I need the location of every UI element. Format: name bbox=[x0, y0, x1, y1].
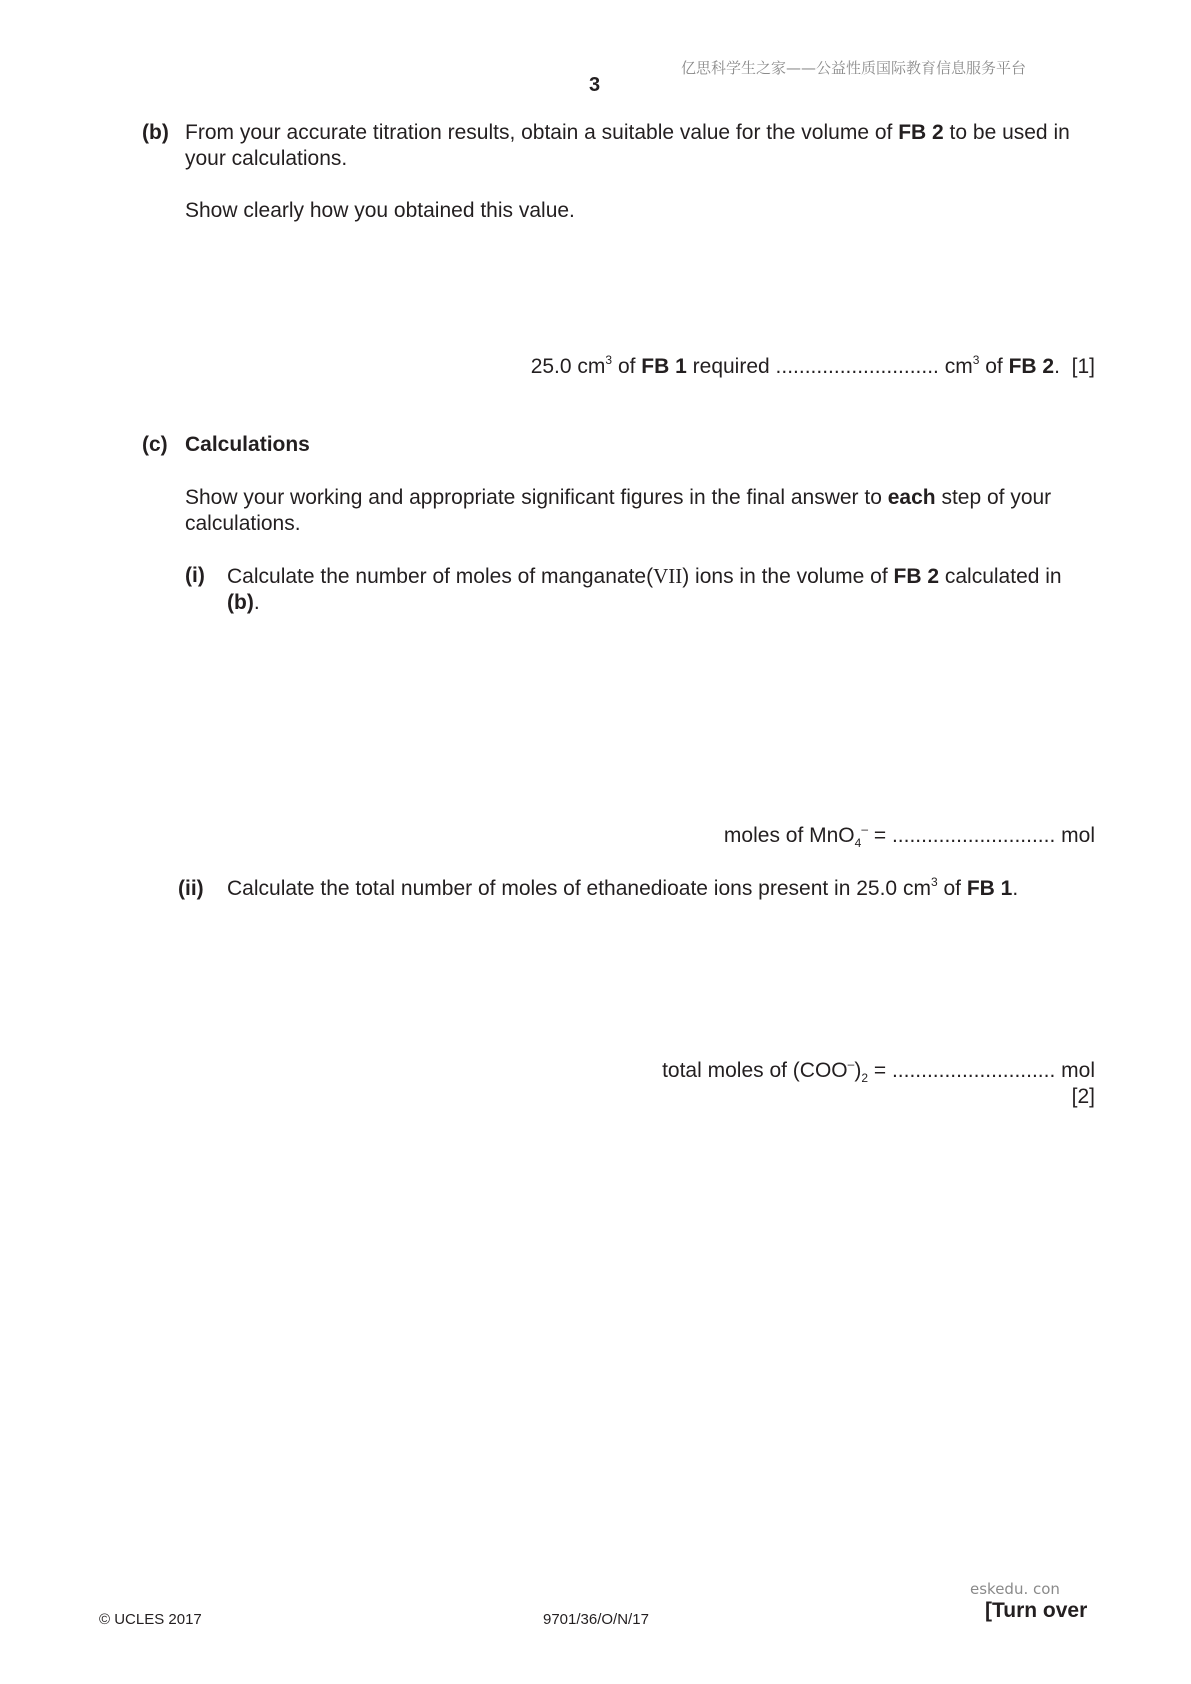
part-c-label: (c) bbox=[142, 433, 168, 456]
footer-turn-over: [Turn over bbox=[985, 1599, 1088, 1622]
part-b-label: (b) bbox=[142, 121, 169, 144]
sub-i-label: (i) bbox=[185, 564, 205, 587]
sub-i-answer-line: moles of MnO$_4$– = ............................ mol bbox=[723, 822, 1095, 850]
footer-watermark: eskedu. con bbox=[970, 1580, 1060, 1598]
sub-ii-answer-line: total moles of $(COO^-)_2$ = ............................ mol bbox=[662, 1057, 1095, 1085]
part-b-marks: [1] bbox=[1071, 355, 1095, 378]
part-b-instruction: Show clearly how you obtained this value. bbox=[185, 199, 575, 222]
page-number: 3 bbox=[589, 74, 601, 96]
footer-paper-code: 9701/36/O/N/17 bbox=[543, 1611, 649, 1628]
part-c-heading: Calculations bbox=[185, 433, 310, 456]
footer-copyright: © UCLES 2017 bbox=[99, 1611, 202, 1628]
sub-ii-label: (ii) bbox=[178, 877, 204, 900]
part-c-intro: Show your working and appropriate significant figures in the final answer to each step of your calculations. bbox=[185, 486, 1052, 535]
sub-ii-question: Calculate the total number of moles of ethanedioate ions present in 25.0 $cm^3$ of FB 1. bbox=[227, 875, 1019, 900]
part-b-answer-line: 25.0 $cm^3$ of FB 1 required ............................ $cm^3$ of FB 2. [1] bbox=[530, 353, 1095, 378]
sub-ii-marks: [2] bbox=[1071, 1085, 1095, 1108]
sub-i-question: Calculate the number of moles of manganate(VII) ions in the volume of FB 2 calculated in (b). bbox=[227, 564, 1062, 614]
header-watermark: 亿思科学生之家——公益性质国际教育信息服务平台 bbox=[681, 59, 1027, 77]
part-b-question: From your accurate titration results, obtain a suitable value for the volume of FB 2 to be used in your calculations. bbox=[185, 121, 1070, 170]
